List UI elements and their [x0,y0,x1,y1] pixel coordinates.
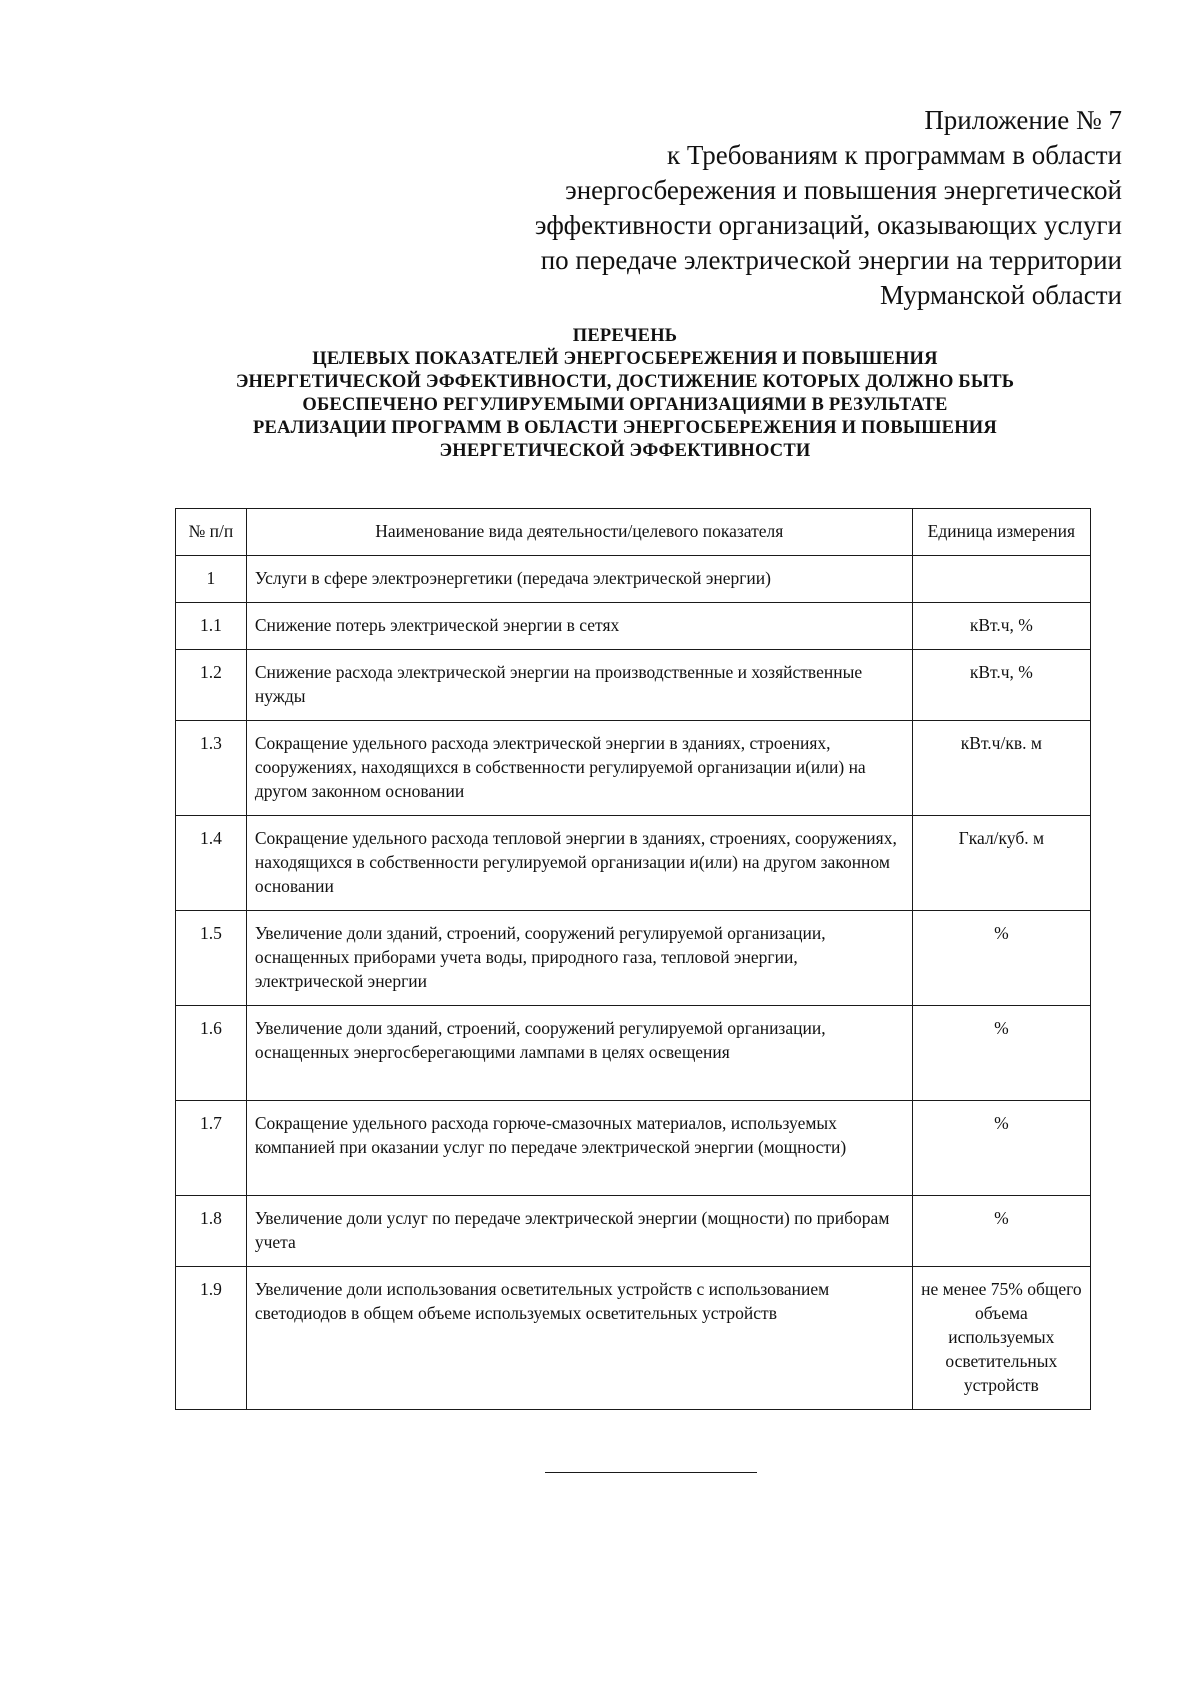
row-num: 1.3 [176,721,247,816]
row-name: Сокращение удельного расхода горюче-смазочных материалов, используемых компанией при оказании услуг по передаче электрической энергии (мощности) [246,1101,912,1196]
row-name: Снижение потерь электрической энергии в сетях [246,603,912,650]
row-unit: % [912,1101,1090,1196]
appendix-ref-line: эффективности организаций, оказывающих услуги [534,210,1122,240]
row-name: Снижение расхода электрической энергии на производственные и хозяйственные нужды [246,650,912,721]
row-num: 1.8 [176,1196,247,1267]
targets-table [175,508,1091,1410]
header-unit: Единица измерения [912,509,1090,556]
row-num: 1.5 [176,911,247,1006]
table-row [176,1006,1091,1101]
title-line: ЦЕЛЕВЫХ ПОКАЗАТЕЛЕЙ ЭНЕРГОСБЕРЕЖЕНИЯ И ПОВЫШЕНИЯ [312,349,938,369]
table-row [176,1196,1091,1267]
row-num: 1.4 [176,816,247,911]
row-num: 1.9 [176,1267,247,1410]
table-row [176,650,1091,721]
appendix-ref-line: по передаче электрической энергии на территории [540,245,1122,275]
header-name: Наименование вида деятельности/целевого показателя [246,509,912,556]
table-row [176,603,1091,650]
row-name: Увеличение доли зданий, строений, сооружений регулируемой организации, оснащенных приборами учета воды, природного газа, тепловой энергии, электрической энергии [246,911,912,1006]
row-unit: не менее 75% общего объема используемых осветительных устройств [912,1267,1090,1410]
title-line: ОБЕСПЕЧЕНО РЕГУЛИРУЕМЫМИ ОРГАНИЗАЦИЯМИ В РЕЗУЛЬТАТЕ [302,395,948,415]
row-name: Услуги в сфере электроэнергетики (передача электрической энергии) [246,556,912,603]
row-num: 1 [176,556,247,603]
row-unit: % [912,1196,1090,1267]
appendix-header [482,103,1122,313]
row-unit: кВт.ч, % [912,650,1090,721]
row-name: Увеличение доли услуг по передаче электрической энергии (мощности) по приборам учета [246,1196,912,1267]
table-header-row [176,509,1091,556]
table-row [176,1101,1091,1196]
title-line: ЭНЕРГЕТИЧЕСКОЙ ЭФФЕКТИВНОСТИ [439,441,811,461]
row-name: Увеличение доли зданий, строений, сооружений регулируемой организации, оснащенных энергосберегающими лампами в целях освещения [246,1006,912,1101]
title-line: ЭНЕРГЕТИЧЕСКОЙ ЭФФЕКТИВНОСТИ, ДОСТИЖЕНИЕ КОТОРЫХ ДОЛЖНО БЫТЬ [235,372,1015,392]
row-unit: кВт.ч, % [912,603,1090,650]
footer-divider [545,1472,757,1473]
row-name: Сокращение удельного расхода тепловой энергии в зданиях, строениях, сооружениях, находящихся в собственности регулируемой организации и(или) на другом законном основании [246,816,912,911]
title-line: РЕАЛИЗАЦИИ ПРОГРАММ В ОБЛАСТИ ЭНЕРГОСБЕРЕЖЕНИЯ И ПОВЫШЕНИЯ [253,418,997,438]
row-unit: Гкал/куб. м [912,816,1090,911]
table-row [176,911,1091,1006]
row-unit: % [912,1006,1090,1101]
row-name: Сокращение удельного расхода электрической энергии в зданиях, строениях, сооружениях, находящихся в собственности регулируемой организации и(или) на другом законном основании [246,721,912,816]
document-title [160,325,1090,463]
header-num: № п/п [176,509,247,556]
appendix-ref-line: к Требованиям к программам в области [666,140,1122,170]
row-num: 1.6 [176,1006,247,1101]
table-row [176,816,1091,911]
row-num: 1.7 [176,1101,247,1196]
title-line: ПЕРЕЧЕНЬ [572,326,678,346]
row-unit: кВт.ч/кв. м [912,721,1090,816]
appendix-ref-line: энергосбережения и повышения энергетической [565,175,1122,205]
appendix-number: Приложение № 7 [924,105,1122,135]
row-name: Увеличение доли использования осветительных устройств с использованием светодиодов в общем объеме используемых осветительных устройств [246,1267,912,1410]
row-num: 1.1 [176,603,247,650]
row-num: 1.2 [176,650,247,721]
appendix-ref-line: Мурманской области [880,280,1122,310]
row-unit [912,556,1090,603]
table-row [176,1267,1091,1410]
table-row [176,556,1091,603]
table-row [176,721,1091,816]
row-unit: % [912,911,1090,1006]
